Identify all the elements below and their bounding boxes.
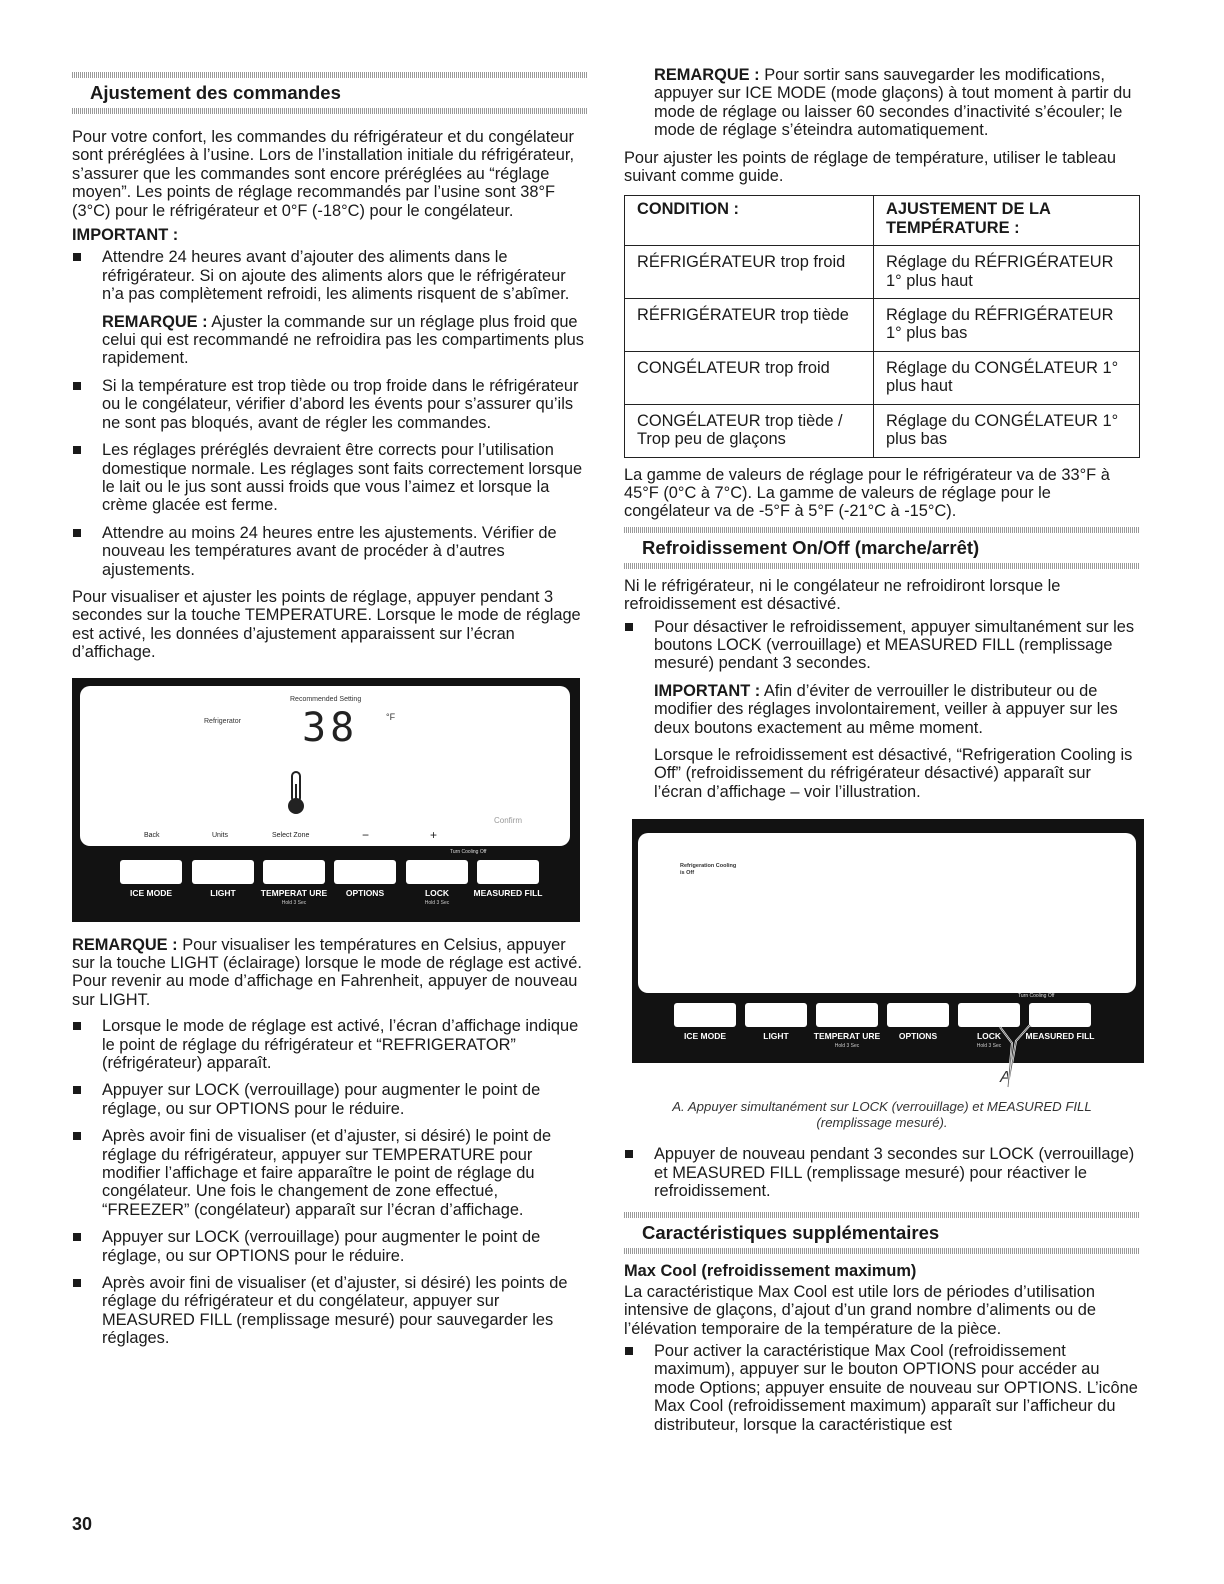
intro-paragraph: Pour votre confort, les commandes du réfrigérateur et du congélateur sont préréglées à l’usine. Lors de l’installation initiale du réfrigérateur, s’assurer que les commandes sont encore préréglées au “réglage moyen”. Les points de réglage recommandés par l’usine sont 38°F (3°C) pour le réfrigérateur et 0°F (-18°C) pour le congélateur. [72, 128, 575, 220]
important-text: Afin d’éviter de verrouiller le distributeur ou de modifier des réglages involontairement, veiller à appuyer sur les deux boutons exactement au même moment. [654, 681, 1118, 737]
paragraph-setpoints: Pour visualiser et ajuster les points de réglage, appuyer pendant 3 secondes sur la touche TEMPERATURE. Lorsque le mode de réglage est activé, les données d’ajustement apparaissent sur l’écran d’affichage. [72, 587, 581, 662]
note-text: Pour visualiser les températures en Celsius, appuyer sur la touche LIGHT (éclairage) lorsque le mode de réglage est activé. Pour revenir au mode d’affichage en Fahrenheit, appuyer de nouveau sur LIGHT. [72, 935, 582, 1009]
recommended-setting-label: Recommended Setting [290, 695, 362, 703]
important-label: IMPORTANT : [654, 681, 761, 700]
figure-caption: A. Appuyer simultanément sur LOCK (verrouillage) et MEASURED FILL (remplissage mesuré). [672, 1099, 1092, 1131]
thermometer-icon [286, 770, 306, 816]
minus-label: − [362, 827, 370, 842]
list-item: Appuyer sur LOCK (verrouillage) pour augmenter le point de réglage, ou sur OPTIONS pour le réduire. [72, 1228, 588, 1265]
table-intro: Pour ajuster les points de réglage de température, utiliser le tableau suivant comme guide. [624, 148, 1117, 186]
temperature-button[interactable] [263, 860, 325, 884]
setpoint-digits: 38 [302, 704, 359, 751]
section-rule [624, 1212, 1140, 1218]
list-item: Attendre 24 heures avant d’ajouter des aliments dans le réfrigérateur. Si on ajoute des aliments alors que le réfrigérateur n’a pas complètement refroidi, les aliments risquent de s’abîmer. [72, 248, 588, 303]
bullet-list [72, 1017, 588, 1348]
important-paragraph [624, 682, 1140, 737]
plus-label: + [430, 827, 438, 842]
bullet-list [72, 248, 588, 303]
back-label: Back [144, 831, 160, 839]
maxcool-intro: La caractéristique Max Cool est utile lors de périodes d’utilisation intensive de glaçons, d’ajout d’un grand nombre d’aliments ou de l’élévation temporaire de la température de la pièce. [624, 1282, 1096, 1338]
sub-heading: Max Cool (refroidissement maximum) [624, 1262, 917, 1281]
adjustment-table [624, 195, 1140, 457]
display-screen [80, 686, 570, 846]
section-rule [624, 527, 1140, 533]
important-label: IMPORTANT : [72, 226, 179, 245]
lock-label-text: LOCK [424, 887, 450, 898]
list-item: Lorsque le mode de réglage est activé, l’écran d’affichage indique le point de réglage du réfrigérateur et “REFRIGERATOR” (réfrigérateur) apparaît. [72, 1017, 588, 1072]
lock-button[interactable] [406, 860, 468, 884]
turn-cooling-off-label: Turn Cooling Off [450, 848, 487, 855]
select-zone-label: Select Zone [272, 831, 310, 839]
list-item: Appuyer sur LOCK (verrouillage) pour augmenter le point de réglage, ou sur OPTIONS pour le réduire. [72, 1081, 588, 1118]
ice-mode-label: ICE MODE [129, 887, 173, 898]
section-rule [72, 72, 588, 78]
temperature-button[interactable] [816, 1003, 878, 1027]
temperature-label [807, 1031, 887, 1051]
options-button[interactable] [887, 1003, 949, 1027]
section-cooling-onoff [624, 527, 1140, 569]
light-button[interactable] [745, 1003, 807, 1027]
note-text: Ajuster la commande sur un réglage plus froid que celui qui est recommandé ne refroidira pas les compartiments plus rapidement. [102, 312, 584, 368]
table-cell: CONGÉLATEUR trop tiède / Trop peu de glaçons [625, 404, 874, 457]
options-label: OPTIONS [345, 887, 385, 898]
section-heading: Caractéristiques supplémentaires [642, 1222, 940, 1244]
ice-mode-label: ICE MODE [683, 1031, 727, 1042]
hold-label: Hold 3 Sec [834, 1043, 860, 1050]
section-rule [72, 108, 588, 114]
measured-fill-label: MEASURED FILL [473, 887, 543, 898]
bullet-list [72, 377, 588, 579]
section-additional-features [624, 1212, 1140, 1254]
light-button[interactable] [192, 860, 254, 884]
table-header-row [625, 196, 1140, 246]
ice-mode-button[interactable] [674, 1003, 736, 1027]
lock-label-text: LOCK [976, 1031, 1002, 1042]
hold-label: Hold 3 Sec [281, 899, 307, 906]
callout-pointer [994, 1019, 1034, 1089]
measured-fill-button[interactable] [477, 860, 539, 884]
ice-mode-button[interactable] [120, 860, 182, 884]
units-label: Units [212, 831, 228, 839]
list-item: Si la température est trop tiède ou trop froide dans le réfrigérateur ou le congélateur, vérifier d’abord les évents pour s’assurer qu’ils ne sont pas bloqués, avant de régler les commandes. [72, 377, 588, 432]
table-cell: Réglage du RÉFRIGÉRATEUR 1° plus bas [874, 299, 1140, 352]
table-cell: CONGÉLATEUR trop froid [625, 351, 874, 404]
table-row [625, 404, 1140, 457]
cooling-intro: Ni le réfrigérateur, ni le congélateur ne refroidiront lorsque le refroidissement est désactivé. [624, 576, 1061, 614]
table-cell: Réglage du CONGÉLATEUR 1° plus bas [874, 404, 1140, 457]
temperature-label [254, 888, 334, 908]
list-item: Après avoir fini de visualiser (et d’ajuster, si désiré) les points de réglage du réfrigérateur et du congélateur, appuyer sur MEASURED FILL (remplissage mesuré) pour sauvegarder les réglages. [72, 1274, 588, 1348]
section-rule [624, 563, 1140, 569]
bullet-list [624, 618, 1140, 673]
note-paragraph [72, 313, 588, 368]
cooling-off-panel-illustration [632, 819, 1144, 1063]
bullet-list [624, 1342, 1140, 1434]
section-heading: Refroidissement On/Off (marche/arrêt) [642, 536, 980, 558]
table-cell: RÉFRIGÉRATEUR trop froid [625, 246, 874, 299]
header-adjustment: AJUSTEMENT DE LA TEMPÉRATURE : [874, 196, 1140, 246]
section-heading: Ajustement des commandes [90, 82, 341, 103]
left-column [72, 60, 588, 1357]
list-item: Pour désactiver le refroidissement, appuyer simultanément sur les boutons LOCK (verrouillage) et MEASURED FILL (remplissage mesuré) pendant 3 secondes. [624, 618, 1140, 673]
callout-letter: A [1000, 1069, 1011, 1087]
table-row [625, 246, 1140, 299]
note-text: Pour sortir sans sauvegarder les modifications, appuyer sur ICE MODE (mode glaçons) à tout moment à partir du mode de réglage ou laisser 60 secondes d’inactivité s’écouler; le mode de réglage s’éteindra automatiquement. [654, 66, 1132, 140]
hold-label: Hold 3 Sec [424, 899, 450, 906]
options-button[interactable] [334, 860, 396, 884]
right-column [624, 66, 1140, 1443]
cooling-note: Lorsque le refroidissement est désactivé, “Refrigeration Cooling is Off” (refroidissement du réfrigérateur désactivé) apparaît sur l’écran d’affichage – voir l’illustration. [654, 745, 1133, 801]
zone-label: Refrigerator [204, 717, 241, 725]
table-cell: Réglage du CONGÉLATEUR 1° plus haut [874, 351, 1140, 404]
list-item: Après avoir fini de visualiser (et d’ajuster, si désiré) le point de réglage du réfrigérateur, appuyer sur TEMPERATURE pour modifier l’affichage et faire apparaître le point de réglage du congélateur. Une fois le changement de zone effectué, “FREEZER” (congélateur) apparaît sur l’écran d’affichage. [72, 1127, 588, 1219]
table-row [625, 299, 1140, 352]
display-screen [638, 833, 1136, 993]
note-paragraph [72, 936, 588, 1010]
list-item: Attendre au moins 24 heures entre les ajustements. Vérifier de nouveau les températures avant de procéder à d’autres ajustements. [72, 524, 588, 579]
page-number: 30 [72, 1514, 93, 1534]
list-item: Appuyer de nouveau pendant 3 secondes sur LOCK (verrouillage) et MEASURED FILL (remplissage mesuré) pour réactiver le refroidissement. [624, 1145, 1140, 1200]
range-paragraph: La gamme de valeurs de réglage pour le réfrigérateur va de 33°F à 45°F (0°C à 7°C). La gamme de valeurs de réglage pour le congélateur va de -5°F à 5°F (-21°C à -15°C). [624, 465, 1110, 521]
section-rule [624, 1248, 1140, 1254]
turn-cooling-off-label: Turn Cooling Off [1018, 993, 1055, 1000]
temperature-label-text: TEMPERAT URE [260, 887, 328, 898]
section-adjust-controls [72, 72, 588, 114]
unit-label: °F [386, 711, 396, 722]
control-panel-illustration [72, 678, 580, 922]
table-row [625, 351, 1140, 404]
bullet-list [624, 1145, 1140, 1200]
note-label: REMARQUE : [72, 935, 178, 954]
light-label: LIGHT [210, 887, 236, 898]
cooling-off-message: Refrigeration Cooling is Off [680, 863, 737, 877]
list-item: Les réglages préréglés devraient être corrects pour l’utilisation domestique normale. Les réglages sont faits correctement lorsque le lait ou le jus sont aussi froids que vous l’aimez et lorsque la crème glacée est ferme. [72, 441, 588, 515]
note-label: REMARQUE : [654, 66, 760, 84]
measured-fill-label: MEASURED FILL [1025, 1031, 1095, 1042]
temperature-label-text: TEMPERAT URE [813, 1031, 881, 1042]
list-item: Pour activer la caractéristique Max Cool (refroidissement maximum), appuyer sur le bouton OPTIONS pour accéder au mode Options; appuyer ensuite de nouveau sur OPTIONS. L’icône Max Cool (refroidissement maximum) apparaît sur l’afficheur du distributeur, lorsque la caractéristique est [624, 1342, 1140, 1434]
table-cell: Réglage du RÉFRIGÉRATEUR 1° plus haut [874, 246, 1140, 299]
lock-label [397, 888, 477, 908]
table-cell: RÉFRIGÉRATEUR trop tiède [625, 299, 874, 352]
note-label: REMARQUE : [102, 312, 208, 331]
options-label: OPTIONS [898, 1031, 938, 1042]
light-label: LIGHT [763, 1031, 789, 1042]
measured-fill-button[interactable] [1029, 1003, 1091, 1027]
note-paragraph [624, 66, 1140, 140]
hold-label: Hold 3 Sec [976, 1043, 1002, 1050]
header-condition: CONDITION : [625, 196, 874, 246]
confirm-label: Confirm [494, 815, 523, 825]
